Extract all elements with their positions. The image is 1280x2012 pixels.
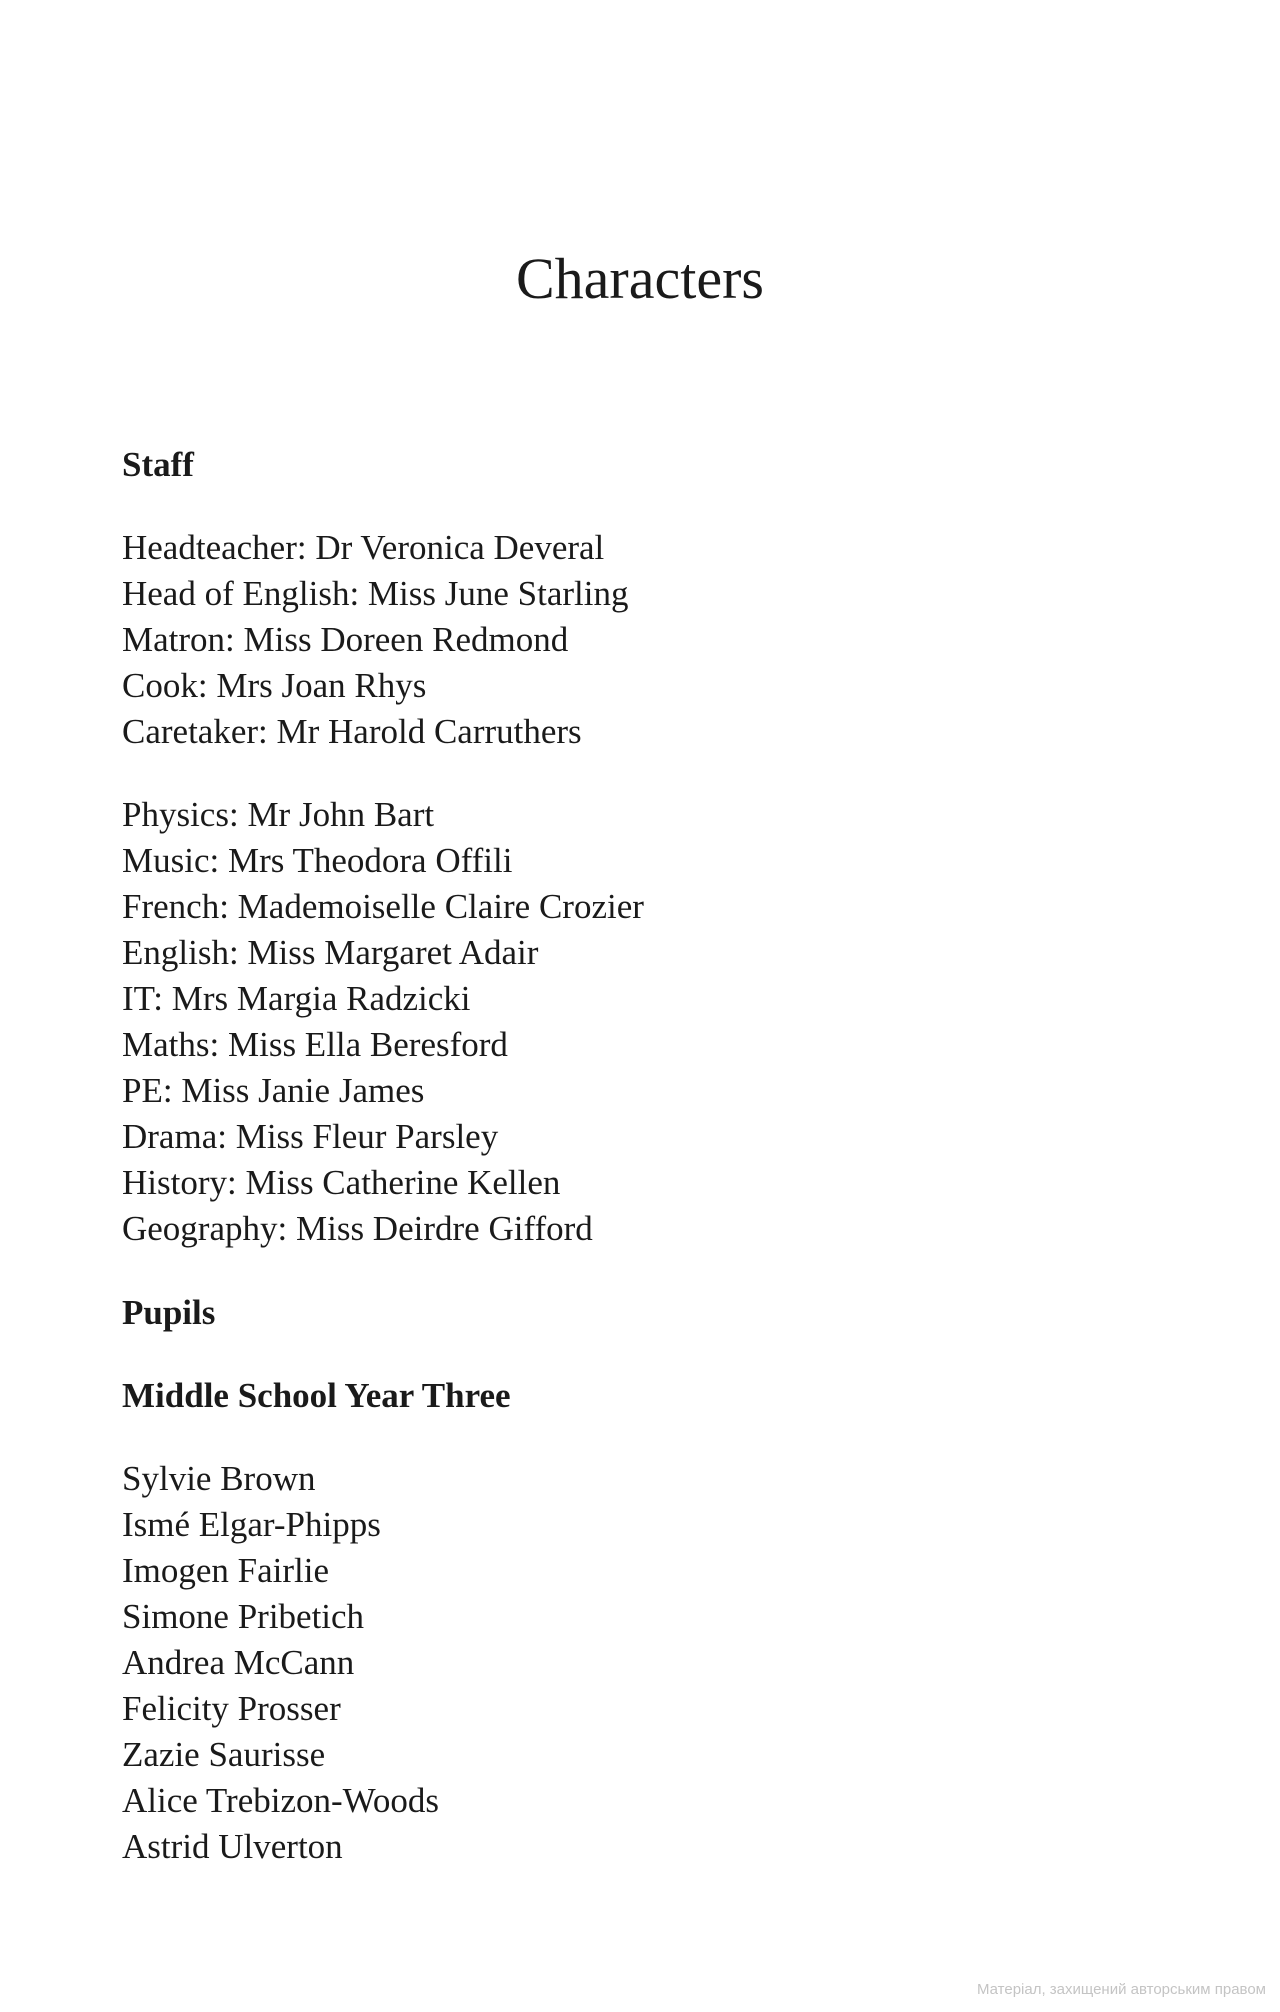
list-item: Cook: Mrs Joan Rhys: [122, 666, 427, 705]
list-item: Andrea McCann: [122, 1643, 355, 1682]
list-item: Maths: Miss Ella Beresford: [122, 1025, 508, 1064]
staff-heading: Staff: [122, 445, 194, 484]
list-item: Head of English: Miss June Starling: [122, 574, 629, 613]
copyright-watermark: Матеріал, захищений авторським правом: [976, 1981, 1266, 1998]
list-item: Felicity Prosser: [122, 1689, 341, 1728]
list-item: Astrid Ulverton: [122, 1827, 343, 1866]
list-item: English: Miss Margaret Adair: [122, 933, 539, 972]
list-item: Simone Pribetich: [122, 1597, 365, 1636]
list-item: Ismé Elgar-Phipps: [122, 1505, 381, 1544]
character-list: [122, 442, 1162, 1907]
pupils-list: [122, 1456, 1162, 1870]
list-item: History: Miss Catherine Kellen: [122, 1163, 561, 1202]
list-item: Headteacher: Dr Veronica Deveral: [122, 528, 605, 567]
list-item: Geography: Miss Deirdre Gifford: [122, 1209, 593, 1248]
list-item: French: Mademoiselle Claire Crozier: [122, 887, 644, 926]
senior-staff-list: [122, 525, 1162, 755]
list-item: Imogen Fairlie: [122, 1551, 330, 1590]
pupils-heading: Pupils: [122, 1293, 216, 1332]
list-item: Sylvie Brown: [122, 1459, 316, 1498]
page-title: Characters: [516, 246, 764, 311]
list-item: Alice Trebizon-Woods: [122, 1781, 440, 1820]
year-subheading: Middle School Year Three: [122, 1376, 511, 1415]
list-item: Zazie Saurisse: [122, 1735, 326, 1774]
list-item: IT: Mrs Margia Radzicki: [122, 979, 471, 1018]
list-item: PE: Miss Janie James: [122, 1071, 425, 1110]
teachers-list: [122, 792, 1162, 1252]
list-item: Drama: Miss Fleur Parsley: [122, 1117, 499, 1156]
list-item: Matron: Miss Doreen Redmond: [122, 620, 569, 659]
list-item: Music: Mrs Theodora Offili: [122, 841, 513, 880]
list-item: Caretaker: Mr Harold Carruthers: [122, 712, 582, 751]
list-item: Physics: Mr John Bart: [122, 795, 435, 834]
